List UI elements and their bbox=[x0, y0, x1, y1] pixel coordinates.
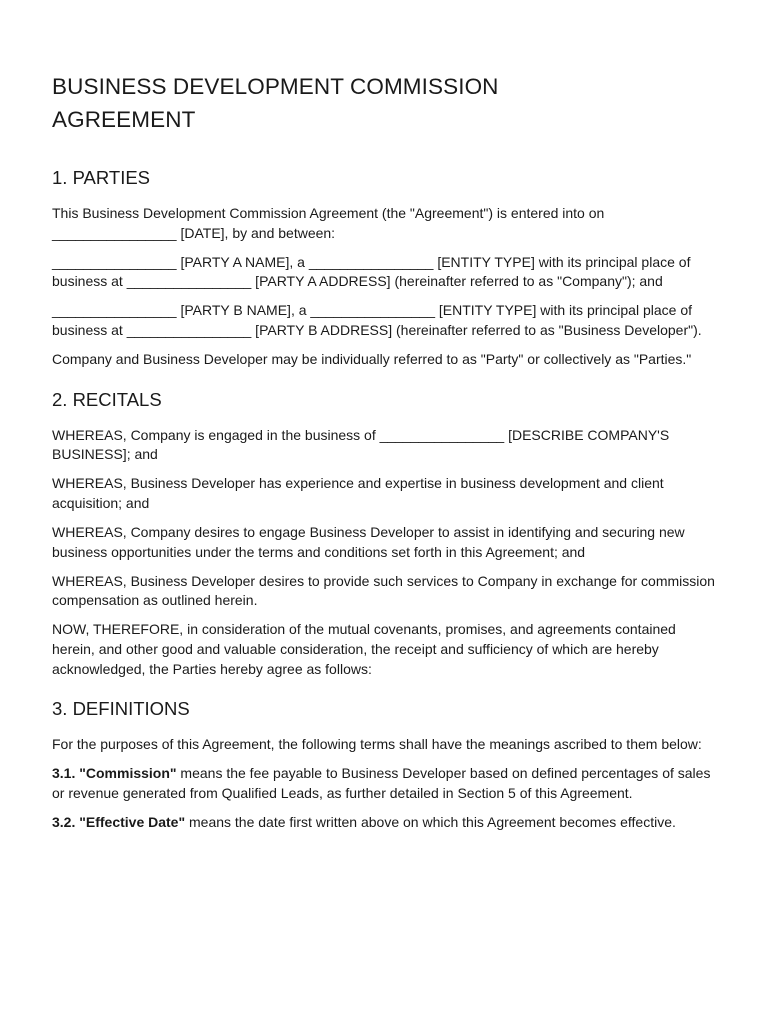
recital-paragraph-now-therefore: NOW, THEREFORE, in consideration of the mutual covenants, promises, and agreements contained herein, and other good and valuable consideration, the receipt and sufficiency of which are hereby acknowledged, the Parties hereby agree as follows: bbox=[52, 621, 676, 677]
parties-paragraph-party-a: ________________ [PARTY A NAME], a ________________ [ENTITY TYPE] with its principal place of business at ________________ [PARTY A ADDRESS] (hereinafter referred to as "Company"); and bbox=[52, 253, 691, 290]
recital-paragraph: WHEREAS, Company desires to engage Business Developer to assist in identifying and securing new business opportunities under the terms and conditions set forth in this Agreement; and bbox=[52, 524, 685, 560]
recital-paragraph: WHEREAS, Business Developer has experience and expertise in business development and client acquisition; and bbox=[52, 475, 664, 511]
definition-term: 3.1. "Commission" bbox=[52, 765, 177, 782]
recital-paragraph: WHEREAS, Company is engaged in the business of ________________ [DESCRIBE COMPANY'S BUSINESS]; and bbox=[52, 426, 670, 463]
definition-text: means the fee payable to Business Developer based on defined percentages of sales or revenue generated from Qualified Leads, as further detailed in Section 5 of this Agreement. bbox=[52, 765, 711, 801]
definition-commission bbox=[52, 764, 720, 803]
section-recitals bbox=[52, 388, 720, 680]
section-parties bbox=[52, 166, 720, 370]
section-heading-parties: 1. PARTIES bbox=[52, 167, 151, 188]
document-title-line1: BUSINESS DEVELOPMENT COMMISSION bbox=[52, 74, 499, 99]
definition-term: 3.2. "Effective Date" bbox=[52, 813, 186, 830]
definitions-intro: For the purposes of this Agreement, the following terms shall have the meanings ascribed to them below: bbox=[52, 736, 702, 753]
section-definitions bbox=[52, 697, 720, 832]
document-title-line2: AGREEMENT bbox=[52, 107, 196, 132]
section-heading-recitals: 2. RECITALS bbox=[52, 388, 162, 410]
parties-paragraph-intro: This Business Development Commission Agreement (the "Agreement") is entered into on ________________ [DATE], by and between: bbox=[52, 205, 605, 241]
parties-paragraph-party-b: ________________ [PARTY B NAME], a ________________ [ENTITY TYPE] with its principal place of business at ________________ [PARTY B ADDRESS] (hereinafter referred to as "Business Developer"). bbox=[52, 302, 702, 338]
definition-effective-date bbox=[52, 813, 720, 833]
recital-paragraph: WHEREAS, Business Developer desires to provide such services to Company in exchange for commission compensation as outlined herein. bbox=[52, 572, 715, 609]
definition-text: means the date first written above on which this Agreement becomes effective. bbox=[185, 813, 676, 830]
section-heading-definitions: 3. DEFINITIONS bbox=[52, 698, 190, 720]
document-title bbox=[52, 70, 720, 136]
parties-paragraph-collective: Company and Business Developer may be individually referred to as "Party" or collectively as "Parties." bbox=[52, 351, 692, 368]
